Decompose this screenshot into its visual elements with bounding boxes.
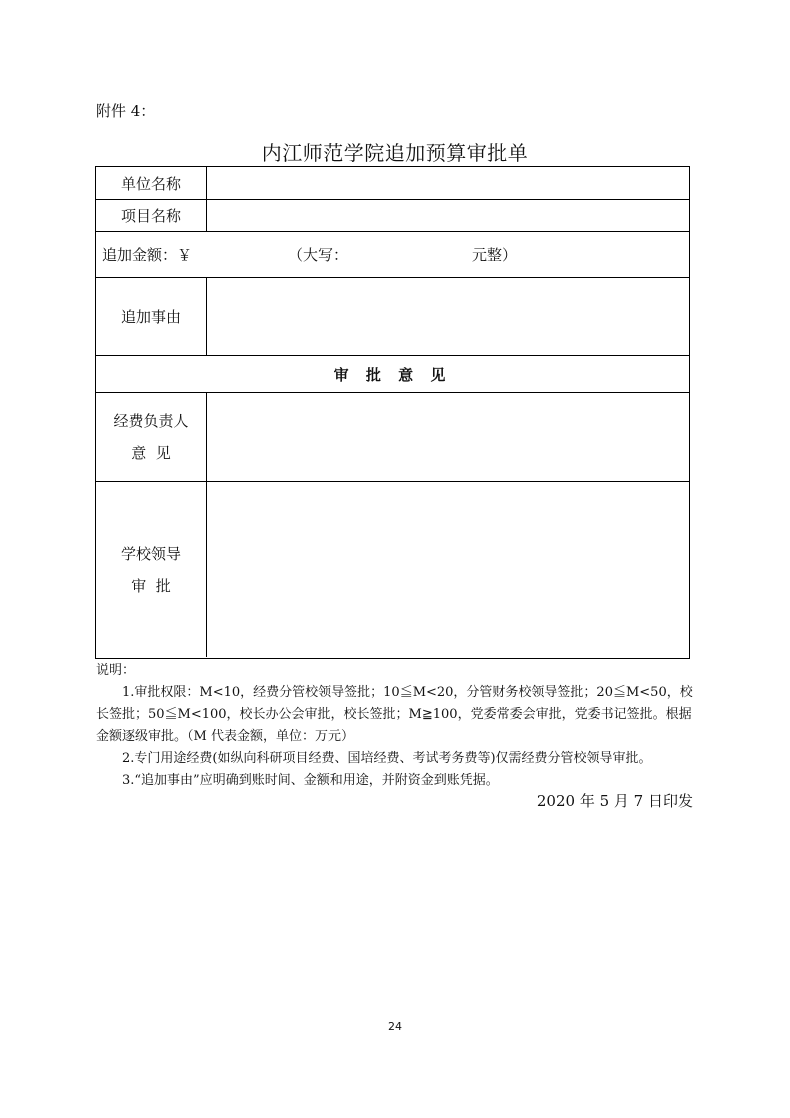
reason-field[interactable] xyxy=(207,278,689,355)
amount-row[interactable] xyxy=(96,232,689,278)
notes-section xyxy=(96,660,696,792)
leader-row xyxy=(96,482,689,657)
fund-manager-label xyxy=(96,393,207,481)
page-number: 24 xyxy=(388,1020,402,1033)
amount-capital-open: （大写： xyxy=(288,246,349,264)
leader-approval-field[interactable] xyxy=(207,482,689,657)
project-name-label: 项目名称 xyxy=(96,200,207,231)
issued-date: 2020 年 5 月 7 日印发 xyxy=(536,792,693,810)
amount-capital-close: 元整） xyxy=(472,246,518,264)
leader-label-line2: 审 批 xyxy=(131,576,171,595)
project-name-row xyxy=(96,200,689,232)
unit-name-field[interactable] xyxy=(207,167,689,199)
notes-heading: 说明： xyxy=(96,663,136,678)
leader-label-line1: 学校领导 xyxy=(120,544,181,563)
fund-manager-row xyxy=(96,393,689,482)
attachment-label: 附件 4： xyxy=(96,102,156,120)
leader-label xyxy=(96,482,207,657)
fund-manager-label-line1: 经费负责人 xyxy=(113,412,189,430)
approval-form-table xyxy=(95,166,690,659)
unit-name-label: 单位名称 xyxy=(96,167,207,199)
note-item: 1.审批权限：M<10，经费分管校领导签批；10≦M<20，分管财务校领导签批；20≦M<50，校长签批；50≦M<100，校长办公会审批，校长签批；M≧100，党委常委会审批，党委书记签批。根据金额逐级审批。（M 代表金额，单位：万元） xyxy=(96,685,693,744)
unit-name-row xyxy=(96,167,689,200)
note-item: 2.专门用途经费(如纵向科研项目经费、国培经费、考试考务费等)仅需经费分管校领导审批。 xyxy=(122,751,652,766)
form-title: 内江师范学院追加预算审批单 xyxy=(261,141,529,165)
reason-label: 追加事由 xyxy=(96,278,207,355)
fund-manager-opinion-field[interactable] xyxy=(207,393,689,481)
reason-row xyxy=(96,278,689,356)
approval-heading: 审 批 意 见 xyxy=(333,365,452,384)
approval-heading-row xyxy=(96,356,689,393)
project-name-field[interactable] xyxy=(207,200,689,231)
amount-label: 追加金额：￥ xyxy=(102,246,193,264)
fund-manager-label-line2: 意 见 xyxy=(131,444,171,462)
note-item: 3.“追加事由”应明确到账时间、金额和用途，并附资金到账凭据。 xyxy=(122,773,499,788)
